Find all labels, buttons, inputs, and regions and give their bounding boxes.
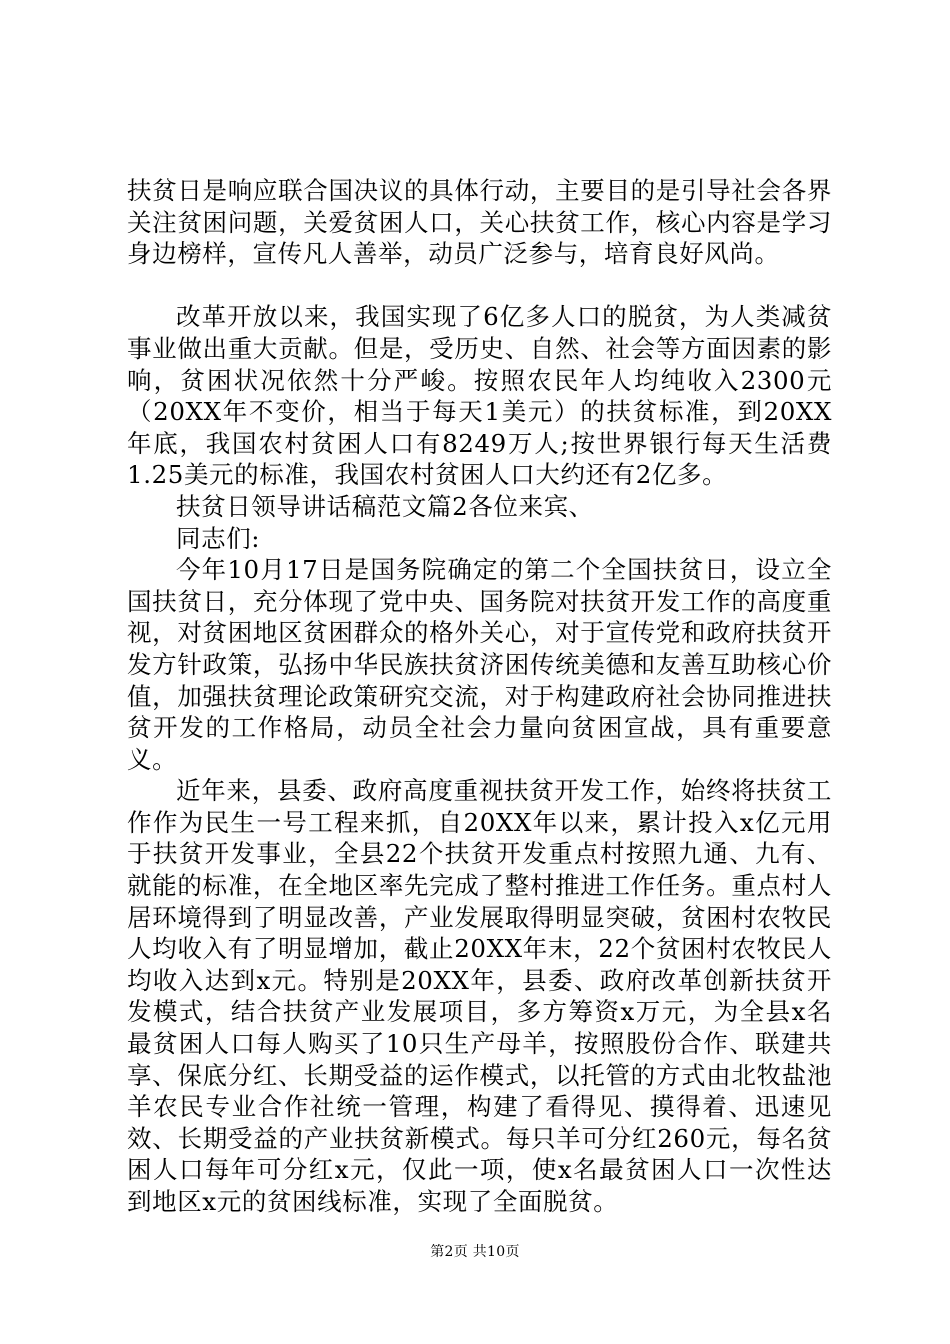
paragraph-reform: 改革开放以来，我国实现了6亿多人口的脱贫，为人类减贫事业做出重大贡献。但是，受历史、自然、社会等方面因素的影响，贫困状况依然十分严峻。按照农民年人均纯收入2300元（20XX年不变价，相当于每天1美元）的扶贫标准，到20XX年底，我国农村贫困人口有8249万人;按世界银行每天生活费1.25美元的标准，我国农村贫困人口大约还有2亿多。 <box>127 302 832 490</box>
document-body <box>127 175 832 1218</box>
paragraph-salutation: 同志们: <box>176 523 261 553</box>
page-number-footer: 第2页 共10页 <box>430 1244 520 1260</box>
paragraph-county-work: 近年来，县委、政府高度重视扶贫开发工作，始终将扶贫工作作为民生一号工程来抓，自20XX年以来，累计投入x亿元用于扶贫开发事业，全县22个扶贫开发重点村按照九通、九有、就能的标准，在全地区率先完成了整村推进工作任务。重点村人居环境得到了明显改善，产业发展取得明显突破，贫困村农牧民人均收入有了明显增加，截止20XX年末，22个贫困村农牧民人均收入达到x元。特别是20XX年，县委、政府改革创新扶贫开发模式，结合扶贫产业发展项目，多方筹资x万元，为全县x名最贫困人口每人购买了10只生产母羊，按照股份合作、联建共享、保底分红、长期受益的运作模式，以托管的方式由北牧盐池羊农民专业合作社统一管理，构建了看得见、摸得着、迅速见效、长期受益的产业扶贫新模式。每只羊可分红260元，每名贫困人口每年可分红x元，仅此一项，使x名最贫困人口一次性达到地区x元的贫困线标准，实现了全面脱贫。 <box>127 776 832 1216</box>
paragraph-speech-heading: 扶贫日领导讲话稿范文篇2各位来宾、 <box>176 491 594 521</box>
paragraph-intro: 扶贫日是响应联合国决议的具体行动，主要目的是引导社会各界关注贫困问题，关爱贫困人口，关心扶贫工作，核心内容是学习身边榜样，宣传凡人善举，动员广泛参与，培育良好风尚。 <box>127 176 832 269</box>
paragraph-poverty-day: 今年10月17日是国务院确定的第二个全国扶贫日，设立全国扶贫日，充分体现了党中央、国务院对扶贫开发工作的高度重视，对贫困地区贫困群众的格外关心，对于宣传党和政府扶贫开发方针政策，弘扬中华民族扶贫济困传统美德和友善互助核心价值，加强扶贫理论政策研究交流，对于构建政府社会协同推进扶贫开发的工作格局，动员全社会力量向贫困宣战，具有重要意义。 <box>127 555 832 774</box>
